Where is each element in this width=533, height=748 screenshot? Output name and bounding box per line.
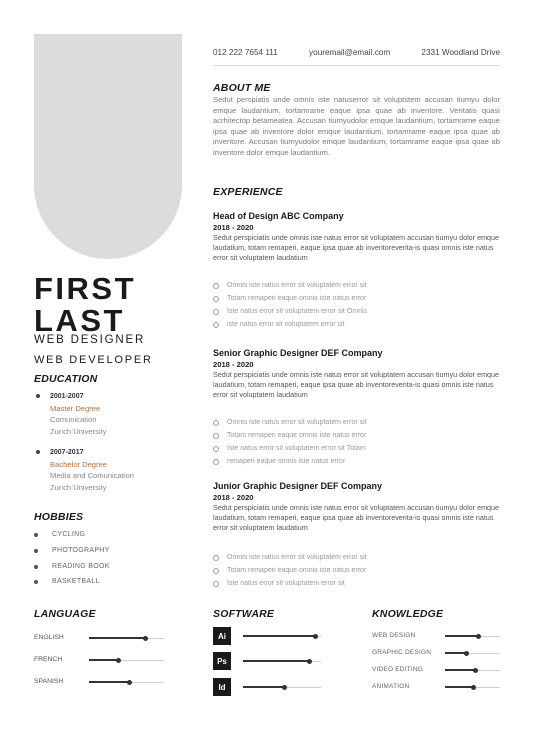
skill-knob <box>143 636 148 641</box>
skill-knob <box>471 685 476 690</box>
illustrator-icon: Ai <box>213 627 231 645</box>
circle-bullet-icon <box>213 568 219 574</box>
job-entry <box>213 348 503 400</box>
job-description: Sedut perspiciatis unde omnis iste natus error sit voluptatem accusan tiumyu dolor emque laudatium, totam remaperi, eaque ipsa quae ab inventoreverita-is quasi omnis iste natus error sit voluptatem laudatium <box>213 370 500 399</box>
job-entry <box>213 481 503 533</box>
list-item <box>213 279 367 292</box>
indesign-icon: Id <box>213 678 231 696</box>
education-years: 2007-2017 <box>50 449 84 456</box>
email-text: youremail@email.com <box>309 48 391 57</box>
list-item <box>34 447 134 493</box>
language-heading: LANGUAGE <box>34 608 96 620</box>
job-entry <box>213 211 503 263</box>
circle-bullet-icon <box>213 296 219 302</box>
bullet-text: Iste natus error sit voluptatem error sit Totam <box>227 445 366 452</box>
circle-bullet-icon <box>213 433 219 439</box>
hobbies-heading: HOBBIES <box>34 511 84 523</box>
hobby-label: PHOTOGRAPHY <box>52 547 110 554</box>
list-item <box>213 305 367 318</box>
circle-bullet-icon <box>213 459 219 465</box>
list-item <box>34 547 110 554</box>
skill-fill <box>243 686 284 688</box>
skill-fill <box>243 635 315 637</box>
role-subtitle: WEB DEVELOPER <box>34 354 153 366</box>
hobby-label: BASKETBALL <box>52 578 100 585</box>
circle-bullet-icon <box>213 283 219 289</box>
circle-bullet-icon <box>213 555 219 561</box>
role-title: WEB DESIGNER <box>34 334 146 346</box>
skill-track <box>89 638 164 639</box>
phone-text: 012 222 7654 111 <box>213 48 278 57</box>
bullet-text: Omnis iste natus error sit voluptatem error sit <box>227 282 367 289</box>
bullet-dot-icon <box>36 394 40 398</box>
skill-knob <box>116 658 121 663</box>
list-item <box>213 318 367 331</box>
language-row <box>34 656 164 666</box>
job-years: 2018 - 2020 <box>213 493 254 502</box>
first-name: FIRST <box>34 271 137 306</box>
photoshop-icon: Ps <box>213 652 231 670</box>
list-item <box>213 551 367 564</box>
knowledge-row <box>372 649 500 659</box>
list-item <box>213 429 367 442</box>
circle-bullet-icon <box>213 322 219 328</box>
knowledge-row <box>372 632 500 642</box>
bullet-text: remaperi eaque omnis iste natus error <box>227 458 346 465</box>
profile-photo-placeholder <box>34 34 182 259</box>
language-label: FRENCH <box>34 656 63 663</box>
address-text: 2331 Woodland Drive <box>421 48 500 57</box>
bullet-text: iste natus error sit voluptatem error sit <box>227 321 345 328</box>
language-row <box>34 634 164 644</box>
list-item <box>213 442 367 455</box>
skill-fill <box>445 686 473 688</box>
skill-fill <box>243 660 309 662</box>
education-years: 2001-2007 <box>50 393 84 400</box>
job-years: 2018 - 2020 <box>213 223 254 232</box>
list-item <box>34 563 110 570</box>
bullet-text: Iste natus error sit voluptatem error sit <box>227 580 345 587</box>
list-item <box>34 578 100 585</box>
job-title: Head of Design ABC Company <box>213 211 344 221</box>
language-label: SPANISH <box>34 678 64 685</box>
skill-track <box>445 670 500 671</box>
bullet-dot-icon <box>34 580 38 584</box>
list-item <box>213 577 367 590</box>
job-bullets <box>213 551 367 590</box>
skill-fill <box>445 652 466 654</box>
education-school: Zurich University <box>50 426 107 436</box>
education-heading: EDUCATION <box>34 373 98 385</box>
skill-track <box>445 687 500 688</box>
knowledge-heading: KNOWLEDGE <box>372 608 444 620</box>
skill-knob <box>282 685 287 690</box>
education-school: Zurich University <box>50 482 107 492</box>
knowledge-row <box>372 666 500 676</box>
language-label: ENGLISH <box>34 634 64 641</box>
about-text: Sedut perspiatis unde omnis iste natuserror sit voluptstem accusan tiumyu dolor emque laudantium, tortamrame eaque ipsa quae ab inventore. Veritatis quasi acrhitectop betameatea. Accusan tiumyudolor emque laudantium, tortamrame eaque ipsa quae ab inventore dolor emque laudantium, tortamrame eaque ipsa quae ab inventore. Accusan tiumyudolor emque laudantium, tortamrame eaque ipsa quae ab inventore dolor emque laudantium. <box>213 95 500 157</box>
bullet-text: Omnis iste natus error sit voluptatem error sit <box>227 554 367 561</box>
skill-track <box>89 660 164 661</box>
bullet-dot-icon <box>34 549 38 553</box>
job-description: Sedut perspiciatis unde omnis iste natus error sit voluptatem accusan tiumyu dolor emque laudatium, totam remaperi, eaque ipsa quae ab inventoreverita-is quasi omnis iste natus error sit voluptatem laudatium <box>213 233 500 262</box>
list-item <box>34 391 134 437</box>
hobby-label: CYCLING <box>52 531 86 538</box>
circle-bullet-icon <box>213 309 219 315</box>
bullet-text: Totam remaperi eaque omnis iste natus error <box>227 567 367 574</box>
circle-bullet-icon <box>213 581 219 587</box>
skill-knob <box>473 668 478 673</box>
job-bullets <box>213 279 367 331</box>
skill-knob <box>464 651 469 656</box>
knowledge-label: ANIMATION <box>372 683 410 690</box>
knowledge-row <box>372 683 500 693</box>
language-row <box>34 678 164 688</box>
hobby-label: READING BOOK <box>52 563 110 570</box>
experience-heading: EXPERIENCE <box>213 186 283 198</box>
skill-fill <box>445 669 475 671</box>
skill-track <box>445 636 500 637</box>
list-item <box>213 292 367 305</box>
job-years: 2018 - 2020 <box>213 360 254 369</box>
skill-track <box>89 682 164 683</box>
contact-bar <box>213 48 500 66</box>
skill-knob <box>127 680 132 685</box>
circle-bullet-icon <box>213 446 219 452</box>
list-item <box>34 531 85 538</box>
skill-track <box>445 653 500 654</box>
knowledge-label: WEB DESIGN <box>372 632 416 639</box>
bullet-text: Omnis iste natus error sit voluptatem error sit <box>227 419 367 426</box>
skill-knob <box>476 634 481 639</box>
education-degree: Master Degree <box>50 403 101 413</box>
software-heading: SOFTWARE <box>213 608 275 620</box>
skill-fill <box>89 681 129 683</box>
skill-fill <box>89 659 118 661</box>
skill-track <box>243 661 321 662</box>
bullet-text: Iste natus error sit voluptatem error sit Omnis <box>227 308 368 315</box>
knowledge-label: VIDEO EDITING <box>372 666 423 673</box>
bullet-dot-icon <box>34 533 38 537</box>
education-field: Comunication <box>50 415 97 424</box>
about-heading: ABOUT ME <box>213 82 271 94</box>
bullet-dot-icon <box>34 565 38 569</box>
skill-fill <box>89 637 145 639</box>
skill-track <box>243 636 321 637</box>
bullet-dot-icon <box>36 450 40 454</box>
skill-fill <box>445 635 478 637</box>
job-title: Junior Graphic Designer DEF Company <box>213 481 383 491</box>
job-description: Sedut perspiciatis unde omnis iste natus error sit voluptatem accusan tiumyu dolor emque laudatium, totam remaperi, eaque ipsa quae ab inventoreverita-is quasi omnis iste natus error sit voluptatem laudatium <box>213 503 500 532</box>
job-title: Senior Graphic Designer DEF Company <box>213 348 383 358</box>
list-item <box>213 416 367 429</box>
last-name: LAST <box>34 303 125 338</box>
skill-track <box>243 687 321 688</box>
list-item <box>213 455 367 468</box>
bullet-text: Totam remaperi eaque omnis iste natus error <box>227 432 367 439</box>
education-degree: Bachelor Degree <box>50 459 107 469</box>
knowledge-label: GRAPHIC DESIGN <box>372 649 432 656</box>
skill-knob <box>313 634 318 639</box>
bullet-text: Totam remaperi eaque omnis iste natus error <box>227 295 367 302</box>
education-list <box>34 391 134 493</box>
education-field: Media and Comunication <box>50 471 135 480</box>
job-bullets <box>213 416 367 468</box>
list-item <box>213 564 367 577</box>
skill-knob <box>307 659 312 664</box>
circle-bullet-icon <box>213 420 219 426</box>
